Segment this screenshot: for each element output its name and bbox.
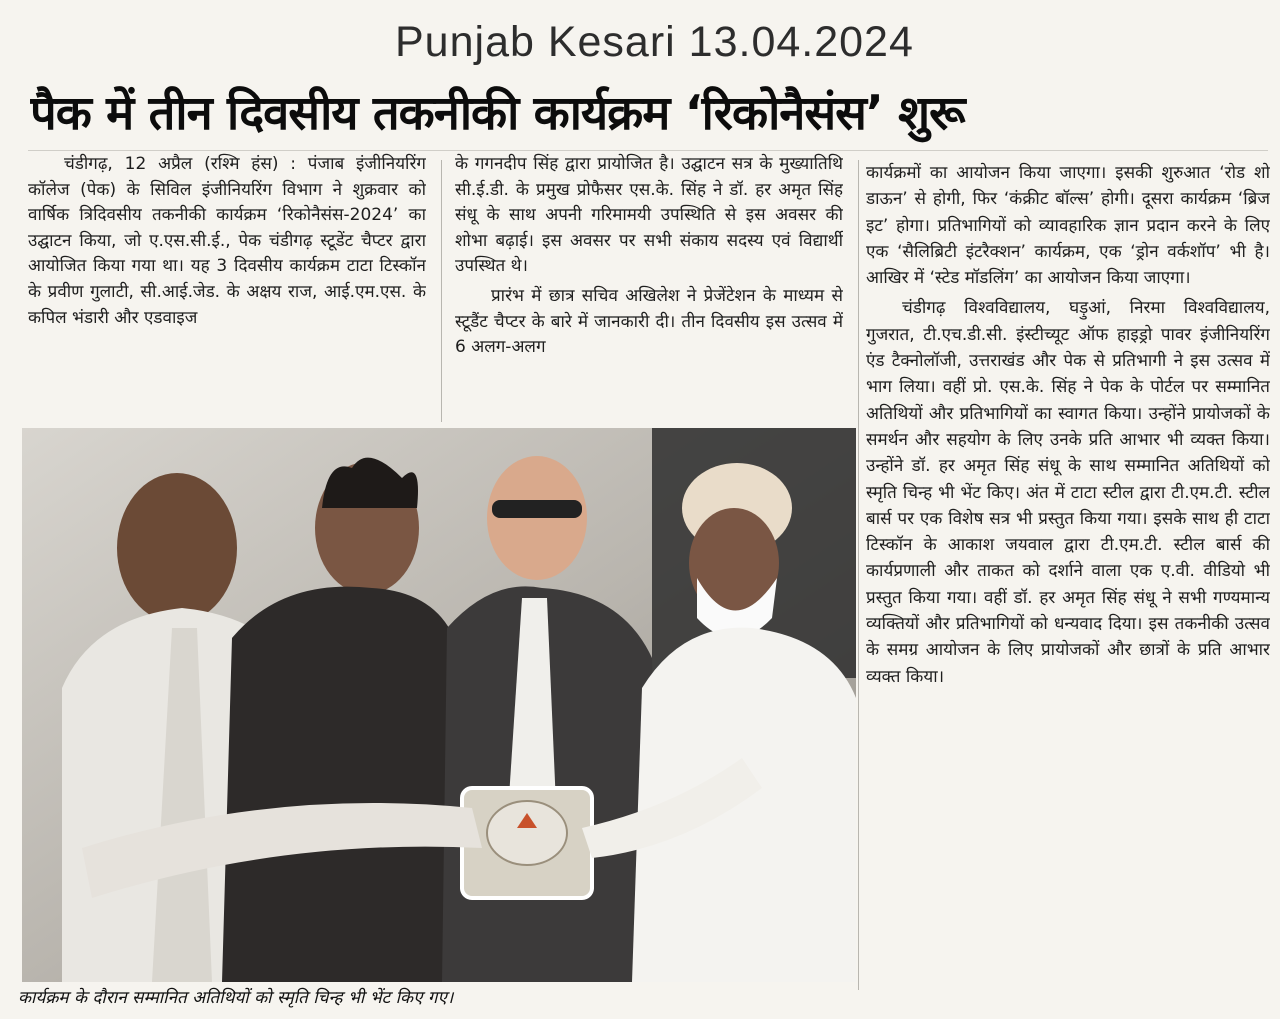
memento-plaque xyxy=(462,788,592,898)
column-divider xyxy=(858,160,859,990)
headline-divider xyxy=(28,150,1268,151)
photo-caption: कार्यक्रम के दौरान सम्मानित अतिथियों को स्मृति चिन्ह भी भेंट किए गए। xyxy=(18,988,454,1008)
column3-paragraph: चंडीगढ़ विश्वविद्यालय, घड़ुआं, निरमा विश्वविद्यालय, गुजरात, टी.एच.डी.सी. इंस्टीच्यूट ऑफ हाइड्रो पावर इंजीनियरिंग एंड टैक्नोलॉजी, उत्तराखंड और पेक से प्रतिभागी ने इस उत्सव में भाग लिया। वहीं प्रो. एस.के. सिंह ने पेक के पोर्टल पर सम्मानित अतिथियों और प्रतिभागियों का स्वागत किया। उन्होंने प्रायोजकों के समर्थन और सहयोग के लिए उनके प्रति आभार भी व्यक्त किया। उन्होंने डॉ. हर अमृत सिंह संधू के साथ सम्मानित अतिथियों को स्मृति चिन्ह भी भेंट किए। अंत में टाटा स्टील द्वारा टी.एम.टी. स्टील बार्स पर एक विशेष सत्र भी प्रस्तुत किया गया। इसके साथ ही टाटा टिस्कॉन के आकाश जयवाल द्वारा टी.एम.टी. स्टील बार्स की कार्यप्रणाली और ताकत को दर्शाने वाला एक ए.वी. वीडियो भी प्रस्तुत किया गया। वहीं डॉ. हर अमृत सिंह संधू ने सभी गण्यमान्य व्यक्तियों और प्रतिभागियों को धन्यवाद दिया। इस तकनीकी उत्सव के समग्र आयोजन के लिए प्रायोजकों और छात्रों के प्रति आभार व्यक्त किया। xyxy=(866,298,1270,687)
article-column-2 xyxy=(455,152,843,422)
article-column-3 xyxy=(866,160,1270,1000)
column2-paragraph: के गगनदीप सिंह द्वारा प्रायोजित है। उद्घाटन सत्र के मुख्यातिथि सी.ई.डी. के प्रमुख प्रोफैसर एस.के. सिंह ने डॉ. हर अमृत सिंह संधू के साथ अपनी गरिमामयी उपस्थिति से इस अवसर की शोभा बढ़ाई। इस अवसर पर सभी संकाय सदस्य एवं विद्यार्थी उपस्थित थे। xyxy=(455,154,843,277)
column3-paragraph: कार्यक्रमों का आयोजन किया जाएगा। इसकी शुरुआत ‘रोड शो डाऊन’ से होगी, फिर ‘कंक्रीट बॉल्स’ होगी। दूसरा कार्यक्रम ‘ब्रिज इट’ होगा। प्रतिभागियों को व्यावहारिक ज्ञान प्रदान करने के लिए एक ‘सैलिब्रिटी इंटरैक्शन’ कार्यक्रम, एक ‘ड्रोन वर्कशॉप’ भी है। आखिर में ‘स्टेड मॉडलिंग’ का आयोजन किया जाएगा। xyxy=(866,163,1270,289)
event-photo xyxy=(22,428,856,982)
column2-paragraph: प्रारंभ में छात्र सचिव अखिलेश ने प्रेजेंटेशन के माध्यम से स्टूडैंट चैप्टर के बारे में जानकारी दी। तीन दिवसीय इस उत्सव में 6 अलग-अलग xyxy=(455,285,843,358)
headline: पैक में तीन दिवसीय तकनीकी कार्यक्रम ‘रिकोनैसंस’ शुरू xyxy=(30,86,965,141)
photo-illustration xyxy=(22,428,856,982)
article-column-1 xyxy=(28,152,426,422)
source-dateline: Punjab Kesari 13.04.2024 xyxy=(395,18,914,66)
column-divider xyxy=(441,160,442,422)
column1-paragraph: चंडीगढ़, 12 अप्रैल (रश्मि हंस) : पंजाब इंजीनियरिंग कॉलेज (पेक) के सिविल इंजीनियरिंग विभाग ने शुक्रवार को वार्षिक त्रिदिवसीय तकनीकी कार्यक्रम ‘रिकोनैसंस-2024’ का उद्घाटन किया, जो ए.एस.सी.ई., पेक चंडीगढ़ स्टूडेंट चैप्टर द्वारा आयोजित किया गया था। यह 3 दिवसीय कार्यक्रम टाटा टिस्कॉन के प्रवीण गुलाटी, सी.आई.जेड. के अक्षय राज, आई.एम.एस. के कपिल भंडारी और एडवाइज xyxy=(28,154,426,328)
